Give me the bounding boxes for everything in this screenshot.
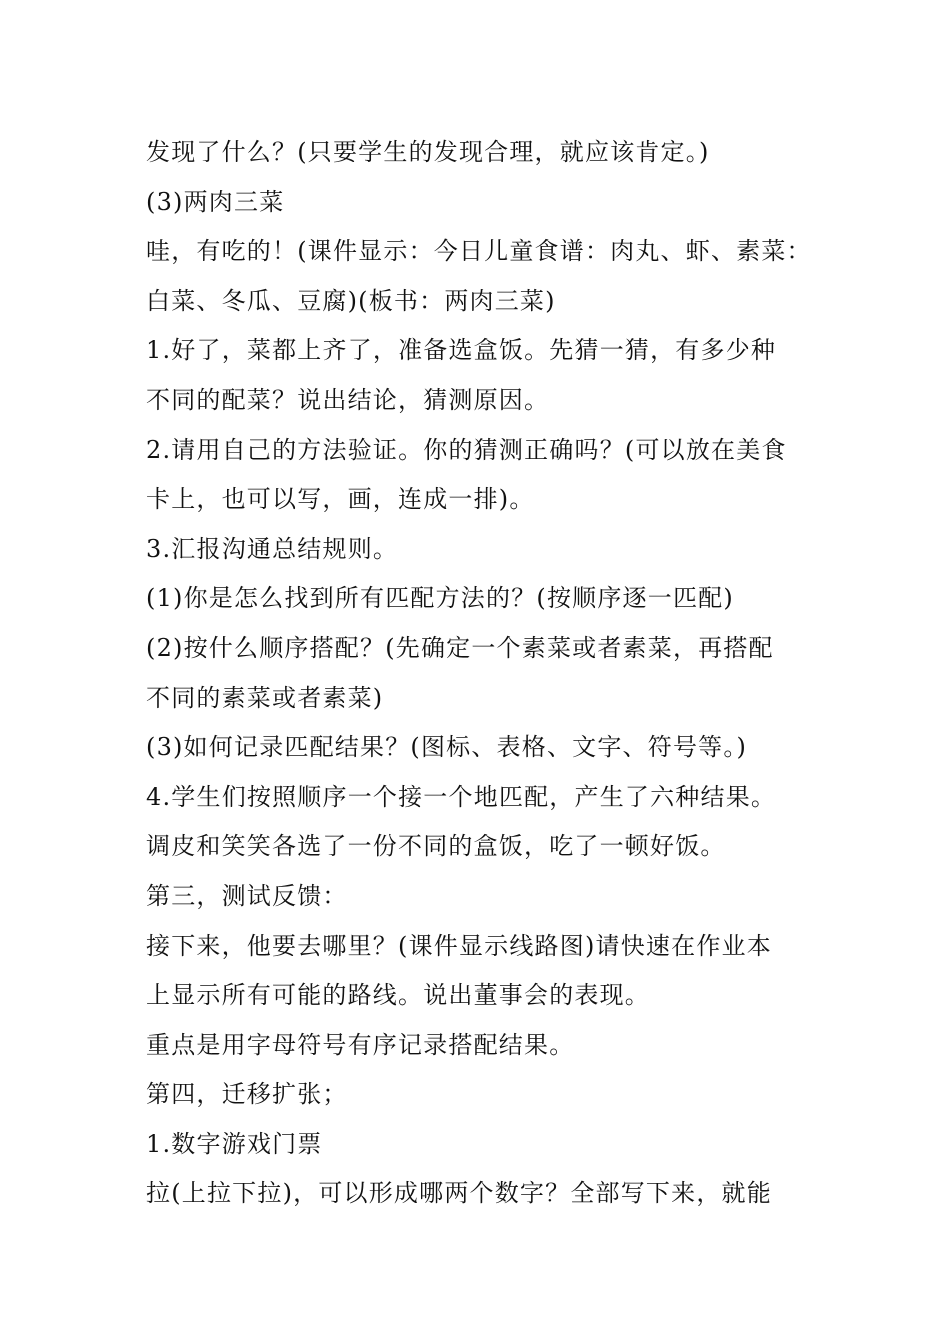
text-line: 接下来，他要去哪里？(课件显示线路图)请快速在作业本 xyxy=(146,931,772,960)
text-line: (1)你是怎么找到所有匹配方法的？(按顺序逐一匹配) xyxy=(146,584,734,613)
text-line: 拉(上拉下拉)，可以形成哪两个数字？全部写下来，就能 xyxy=(146,1179,772,1208)
text-line: 1.好了，菜都上齐了，准备选盒饭。先猜一猜，有多少种 xyxy=(146,336,777,365)
section-heading: 第四，迁移扩张； xyxy=(146,1080,348,1109)
section-heading: 第三，测试反馈： xyxy=(146,881,348,910)
section-heading: (3)两肉三菜 xyxy=(146,187,285,216)
text-line: (3)如何记录匹配结果？(图标、表格、文字、符号等。) xyxy=(146,733,748,762)
text-line: 上显示所有可能的路线。说出董事会的表现。 xyxy=(146,981,650,1010)
text-line: 重点是用字母符号有序记录搭配结果。 xyxy=(146,1030,575,1059)
text-line: 不同的素菜或者素菜) xyxy=(146,683,384,712)
text-line: 不同的配菜？说出结论，猜测原因。 xyxy=(146,385,550,414)
text-line: 3.汇报沟通总结规则。 xyxy=(146,534,399,563)
text-line: 哇，有吃的！(课件显示：今日儿童食谱：肉丸、虾、素菜： xyxy=(146,237,812,266)
text-line: 4.学生们按照顺序一个接一个地匹配，产生了六种结果。 xyxy=(146,782,777,811)
text-line: (2)按什么顺序搭配？(先确定一个素菜或者素菜，再搭配 xyxy=(146,633,774,662)
text-line: 2.请用自己的方法验证。你的猜测正确吗？(可以放在美食 xyxy=(146,435,787,464)
section-heading: 1.数字游戏门票 xyxy=(146,1129,323,1158)
document-body xyxy=(146,128,826,1219)
text-line: 卡上，也可以写，画，连成一排)。 xyxy=(146,485,535,514)
text-line: 发现了什么？(只要学生的发现合理，就应该肯定。) xyxy=(146,138,710,166)
text-line: 白菜、冬瓜、豆腐)(板书：两肉三菜) xyxy=(146,286,556,315)
text-line: 调皮和笑笑各选了一份不同的盒饭，吃了一顿好饭。 xyxy=(146,832,726,861)
